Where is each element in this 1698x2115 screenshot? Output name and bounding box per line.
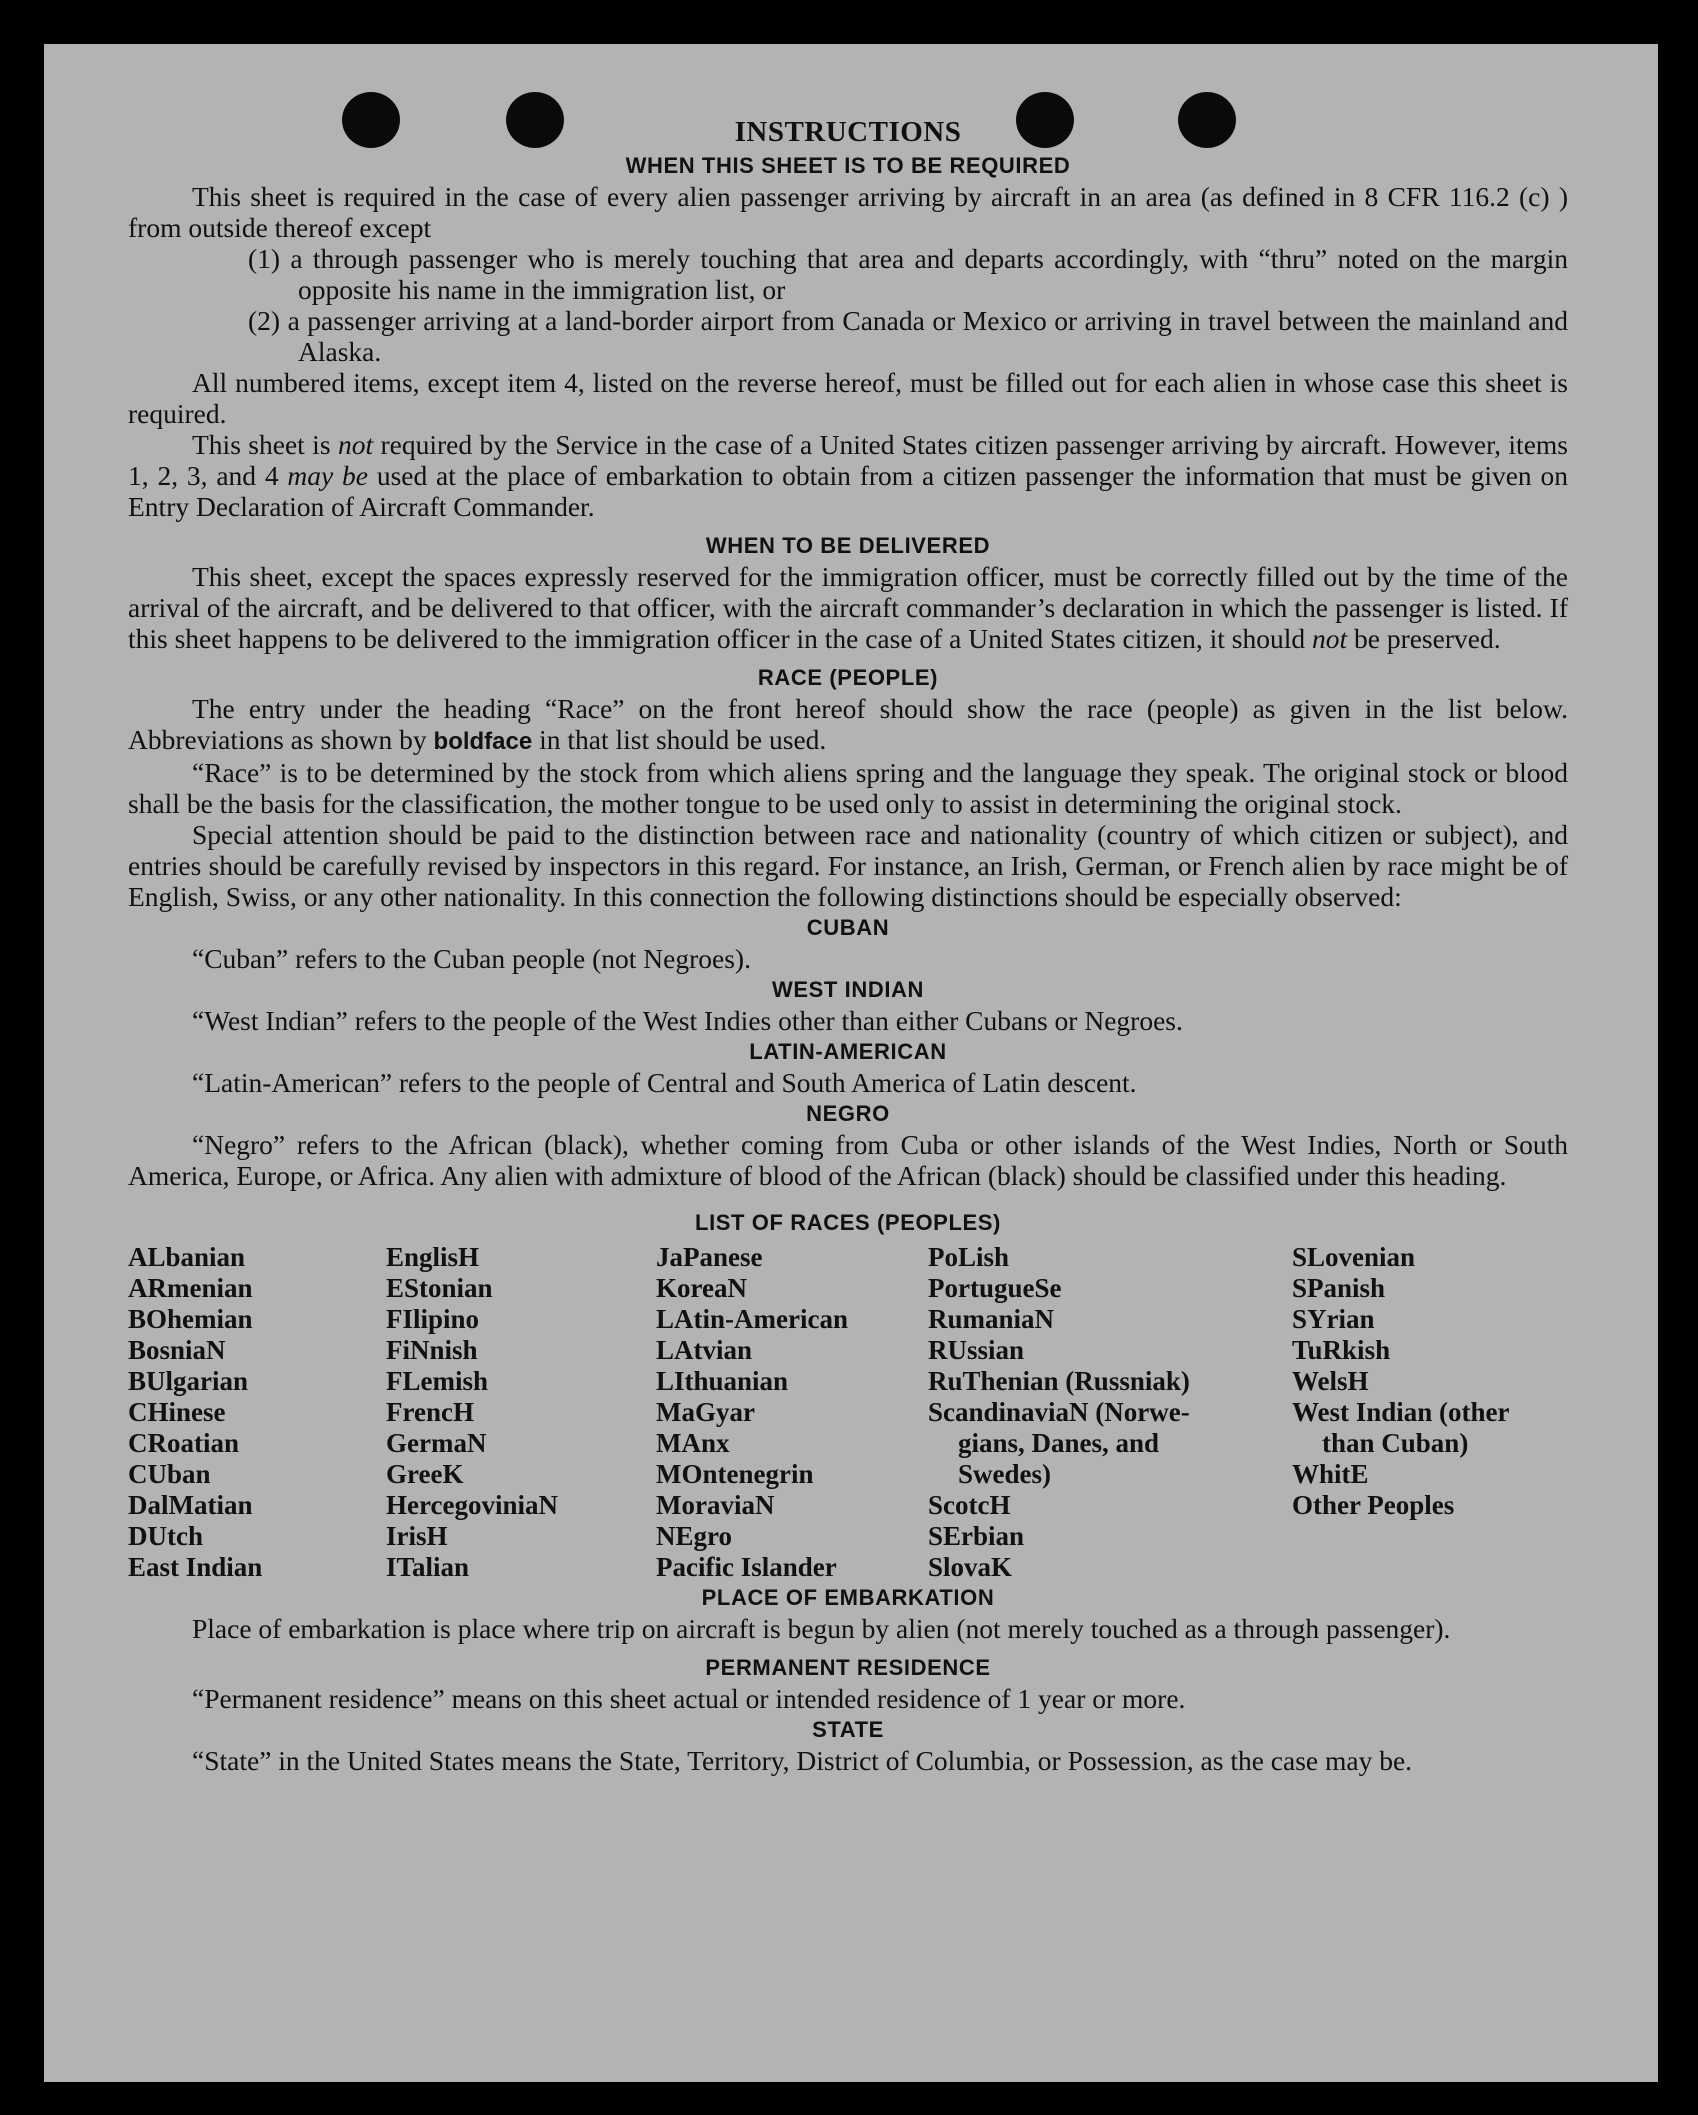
section-title-embarkation: PLACE OF EMBARKATION bbox=[701, 1585, 995, 1610]
race-column bbox=[386, 1242, 558, 1583]
race-item: SLovenian bbox=[1292, 1242, 1416, 1272]
race-item: EnglisH bbox=[386, 1242, 480, 1272]
race-paragraph-2: “Race” is to be determined by the stock from which aliens spring and the language they speak. The original stock or blood shall be the basis for the classification, the mother tongue to be used only to assist in determining the original stock. bbox=[128, 757, 1568, 819]
section-title-west-indian: WEST INDIAN bbox=[771, 977, 925, 1002]
numbered-items-paragraph: All numbered items, except item 4, listed on the reverse hereof, must be filled out for each alien in whose case this sheet is required. bbox=[128, 367, 1568, 429]
race-item: MAnx bbox=[656, 1428, 730, 1458]
race-paragraph-3: Special attention should be paid to the distinction between race and nationality (country of which citizen or subject), and entries should be carefully revised by inspectors in this regard. For instance, an Irish, German, or French alien by race might be of English, Swiss, or any other nationality. In this connection the following distinctions should be especially observed: bbox=[128, 819, 1568, 912]
race-item: SErbian bbox=[928, 1521, 1025, 1551]
race-item: TuRkish bbox=[1292, 1335, 1391, 1365]
race-item: FrencH bbox=[386, 1397, 474, 1427]
race-item: EStonian bbox=[386, 1273, 493, 1303]
section-title-state: STATE bbox=[812, 1717, 884, 1742]
race-item: BosniaN bbox=[128, 1335, 226, 1365]
race-item: CUban bbox=[128, 1459, 211, 1489]
cuban-definition: “Cuban” refers to the Cuban people (not Negroes). bbox=[192, 943, 751, 974]
race-item: NEgro bbox=[656, 1521, 733, 1551]
race-item: ITalian bbox=[386, 1552, 470, 1582]
section-title-permanent-residence: PERMANENT RESIDENCE bbox=[705, 1655, 991, 1680]
when-required-intro: This sheet is required in the case of every alien passenger arriving by aircraft in an area (as defined in 8 CFR 116.2 (c) ) from outside thereof except bbox=[128, 181, 1568, 243]
state-definition: “State” in the United States means the State, Territory, District of Columbia, or Possession, as the case may be. bbox=[192, 1745, 1413, 1776]
section-title-latin-american: LATIN-AMERICAN bbox=[749, 1039, 947, 1064]
race-item: West Indian (other bbox=[1292, 1397, 1510, 1427]
race-item: IrisH bbox=[386, 1521, 448, 1551]
race-item: than Cuban) bbox=[1322, 1428, 1469, 1458]
exception-item-1: (1) a through passenger who is merely touching that area and departs accordingly, with “thru” noted on the margin opposite his name in the immigration list, or bbox=[248, 243, 1568, 305]
race-item: MaGyar bbox=[656, 1397, 755, 1427]
race-item: Swedes) bbox=[958, 1459, 1051, 1489]
race-item: KoreaN bbox=[656, 1273, 747, 1303]
section-title-list-of-races: LIST OF RACES (PEOPLES) bbox=[695, 1210, 1001, 1235]
section-title-when-delivered: WHEN TO BE DELIVERED bbox=[705, 533, 991, 558]
race-item: Other Peoples bbox=[1292, 1490, 1455, 1520]
race-item: MoraviaN bbox=[656, 1490, 775, 1520]
instructions-content bbox=[128, 114, 1568, 1776]
race-item: East Indian bbox=[128, 1552, 263, 1582]
race-item: ScandinaviaN (Norwe- bbox=[928, 1397, 1190, 1427]
citizen-paragraph: This sheet is not required by the Service in the case of a United States citizen passenger arriving by aircraft. However, items 1, 2, 3, and 4 may be used at the place of embarkation to obtain from a citizen passenger the information that must be given on Entry Declaration of Aircraft Commander. bbox=[128, 429, 1568, 522]
when-delivered-paragraph: This sheet, except the spaces expressly reserved for the immigration officer, must be correctly filled out by the time of the arrival of the aircraft, and be delivered to that officer, with the aircraft commander’s declaration in which the passenger is listed. If this sheet happens to be delivered to the immigration officer in the case of a United States citizen, it should not be preserved. bbox=[128, 561, 1568, 654]
race-item: DalMatian bbox=[128, 1490, 253, 1520]
race-item: DUtch bbox=[128, 1521, 203, 1551]
race-item: BUlgarian bbox=[128, 1366, 249, 1396]
races-table bbox=[128, 1242, 1568, 1582]
race-column bbox=[1292, 1242, 1510, 1521]
permanent-residence-definition: “Permanent residence” means on this sheet actual or intended residence of 1 year or more. bbox=[192, 1683, 1186, 1714]
section-title-when-required: WHEN THIS SHEET IS TO BE REQUIRED bbox=[625, 153, 1071, 178]
race-item: MOntenegrin bbox=[656, 1459, 814, 1489]
race-paragraph-1: The entry under the heading “Race” on the front hereof should show the race (people) as given in the list below. Abbreviations as shown by boldface in that list should be used. bbox=[128, 693, 1568, 755]
race-item: CHinese bbox=[128, 1397, 226, 1427]
race-item: SlovaK bbox=[928, 1552, 1013, 1582]
race-item: FiNnish bbox=[386, 1335, 478, 1365]
race-column bbox=[928, 1242, 1190, 1583]
race-item: ALbanian bbox=[128, 1242, 246, 1272]
race-item: RUssian bbox=[928, 1335, 1025, 1365]
west-indian-definition: “West Indian” refers to the people of the West Indies other than either Cubans or Negroes. bbox=[192, 1005, 1183, 1036]
race-item: HercegoviniaN bbox=[386, 1490, 558, 1520]
negro-definition: “Negro” refers to the African (black), whether coming from Cuba or other islands of the West Indies, North or South America, Europe, or Africa. Any alien with admixture of blood of the African (black) should be classified under this heading. bbox=[128, 1129, 1568, 1191]
race-item: RumaniaN bbox=[928, 1304, 1055, 1334]
race-item: LIthuanian bbox=[656, 1366, 789, 1396]
race-item: FIlipino bbox=[386, 1304, 480, 1334]
race-item: BOhemian bbox=[128, 1304, 253, 1334]
race-item: PoLish bbox=[928, 1242, 1010, 1272]
race-item: ScotcH bbox=[928, 1490, 1011, 1520]
race-item: CRoatian bbox=[128, 1428, 240, 1458]
instruction-sheet bbox=[44, 44, 1658, 2082]
race-item: WhitE bbox=[1292, 1459, 1369, 1489]
race-column bbox=[656, 1242, 848, 1583]
race-item: FLemish bbox=[386, 1366, 489, 1396]
exception-item-2: (2) a passenger arriving at a land-border airport from Canada or Mexico or arriving in travel between the mainland and Alaska. bbox=[248, 305, 1568, 367]
section-title-negro: NEGRO bbox=[806, 1101, 890, 1126]
race-item: gians, Danes, and bbox=[958, 1428, 1160, 1458]
race-item: GermaN bbox=[386, 1428, 487, 1458]
race-item: Pacific Islander bbox=[656, 1552, 837, 1582]
latin-american-definition: “Latin-American” refers to the people of Central and South America of Latin descent. bbox=[192, 1067, 1137, 1098]
race-item: LAtvian bbox=[656, 1335, 753, 1365]
race-item: RuThenian (Russniak) bbox=[928, 1366, 1190, 1396]
embarkation-definition: Place of embarkation is place where trip on aircraft is begun by alien (not merely touched as a through passenger). bbox=[192, 1613, 1451, 1644]
page-title: INSTRUCTIONS bbox=[734, 116, 962, 148]
race-item: LAtin-American bbox=[656, 1304, 848, 1334]
race-item: SYrian bbox=[1292, 1304, 1375, 1334]
race-item: JaPanese bbox=[656, 1242, 763, 1272]
race-item: WelsH bbox=[1292, 1366, 1369, 1396]
section-title-cuban: CUBAN bbox=[806, 915, 890, 940]
race-item: ARmenian bbox=[128, 1273, 253, 1303]
race-item: SPanish bbox=[1292, 1273, 1386, 1303]
race-item: GreeK bbox=[386, 1459, 464, 1489]
race-item: PortugueSe bbox=[928, 1273, 1062, 1303]
race-column bbox=[128, 1242, 262, 1583]
section-title-race: RACE (PEOPLE) bbox=[757, 665, 939, 690]
